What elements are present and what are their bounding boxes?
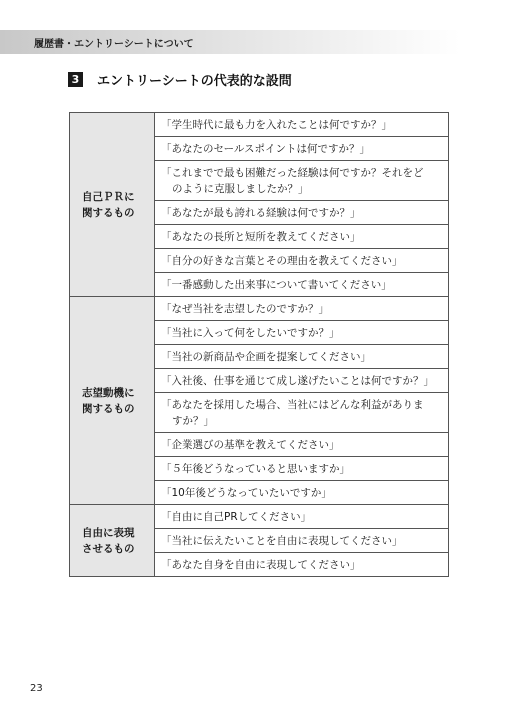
question-text-line: 「入社後、仕事を通じて成し遂げたいことは何ですか？」 — [161, 374, 434, 387]
question-text-line: 「あなたの長所と短所を教えてください」 — [161, 230, 361, 243]
question-cell — [155, 321, 449, 345]
question-text-line: 「なぜ当社を志望したのですか？」 — [161, 302, 329, 315]
question-table — [69, 112, 449, 577]
question-cell — [155, 137, 449, 161]
question-table-body — [70, 113, 449, 577]
question-text-line: 「自分の好きな言葉とその理由を教えてください」 — [161, 254, 403, 267]
question-text-line: 「自由に自己PRしてください」 — [161, 510, 312, 523]
category-cell — [70, 113, 155, 297]
question-cell — [155, 113, 449, 137]
question-text-line: 「学生時代に最も力を入れたことは何ですか？」 — [161, 118, 392, 131]
question-text-line: 「10年後どうなっていたいですか」 — [161, 486, 332, 499]
table-row — [70, 297, 449, 321]
question-cell — [155, 393, 449, 433]
question-cell — [155, 433, 449, 457]
question-cell — [155, 481, 449, 505]
category-cell — [70, 297, 155, 505]
question-cell — [155, 529, 449, 553]
question-cell — [155, 505, 449, 529]
question-text-line: 「５年後どうなっていると思いますか」 — [161, 462, 350, 475]
running-header: 履歴書・エントリーシートについて — [34, 39, 194, 50]
category-label-line: 自己ＰＲに — [82, 190, 135, 203]
category-label-line: 関するもの — [82, 206, 135, 219]
table-row — [70, 113, 449, 137]
category-label-line: 自由に表現 — [82, 526, 135, 539]
question-text-line: 「あなたを採用した場合、当社にはどんな利益がありま — [161, 398, 424, 411]
question-cell — [155, 345, 449, 369]
category-label-line: させるもの — [82, 542, 135, 555]
question-text-line: 「当社の新商品や企画を提案してください」 — [161, 350, 371, 363]
question-cell — [155, 201, 449, 225]
question-text-line: 「あなた自身を自由に表現してください」 — [161, 558, 361, 571]
question-text-line: 「当社に伝えたいことを自由に表現してください」 — [161, 534, 403, 547]
question-text-line: のように克服しましたか？」 — [172, 182, 309, 195]
category-label-line: 志望動機に — [82, 386, 135, 399]
question-cell — [155, 273, 449, 297]
page-number: 23 — [30, 683, 43, 694]
question-text-line: 「あなたが最も誇れる経験は何ですか？」 — [161, 206, 361, 219]
question-cell — [155, 249, 449, 273]
category-cell — [70, 505, 155, 577]
question-cell — [155, 369, 449, 393]
section-number-badge: 3 — [68, 72, 83, 87]
question-cell — [155, 225, 449, 249]
question-text-line: 「当社に入って何をしたいですか？」 — [161, 326, 340, 339]
question-text-line: 「これまでで最も困難だった経験は何ですか？それをど — [161, 166, 424, 179]
table-row — [70, 505, 449, 529]
question-cell — [155, 553, 449, 577]
question-text-line: 「企業選びの基準を教えてください」 — [161, 438, 340, 451]
question-cell — [155, 297, 449, 321]
category-label-line: 関するもの — [82, 402, 135, 415]
question-text-line: 「あなたのセールスポイントは何ですか？」 — [161, 142, 371, 155]
question-cell — [155, 161, 449, 201]
question-text-line: 「一番感動した出来事について書いてください」 — [161, 278, 392, 291]
section-title: エントリーシートの代表的な設問 — [97, 73, 292, 89]
section-heading — [68, 70, 292, 88]
question-text-line: すか？」 — [172, 414, 214, 427]
question-cell — [155, 457, 449, 481]
